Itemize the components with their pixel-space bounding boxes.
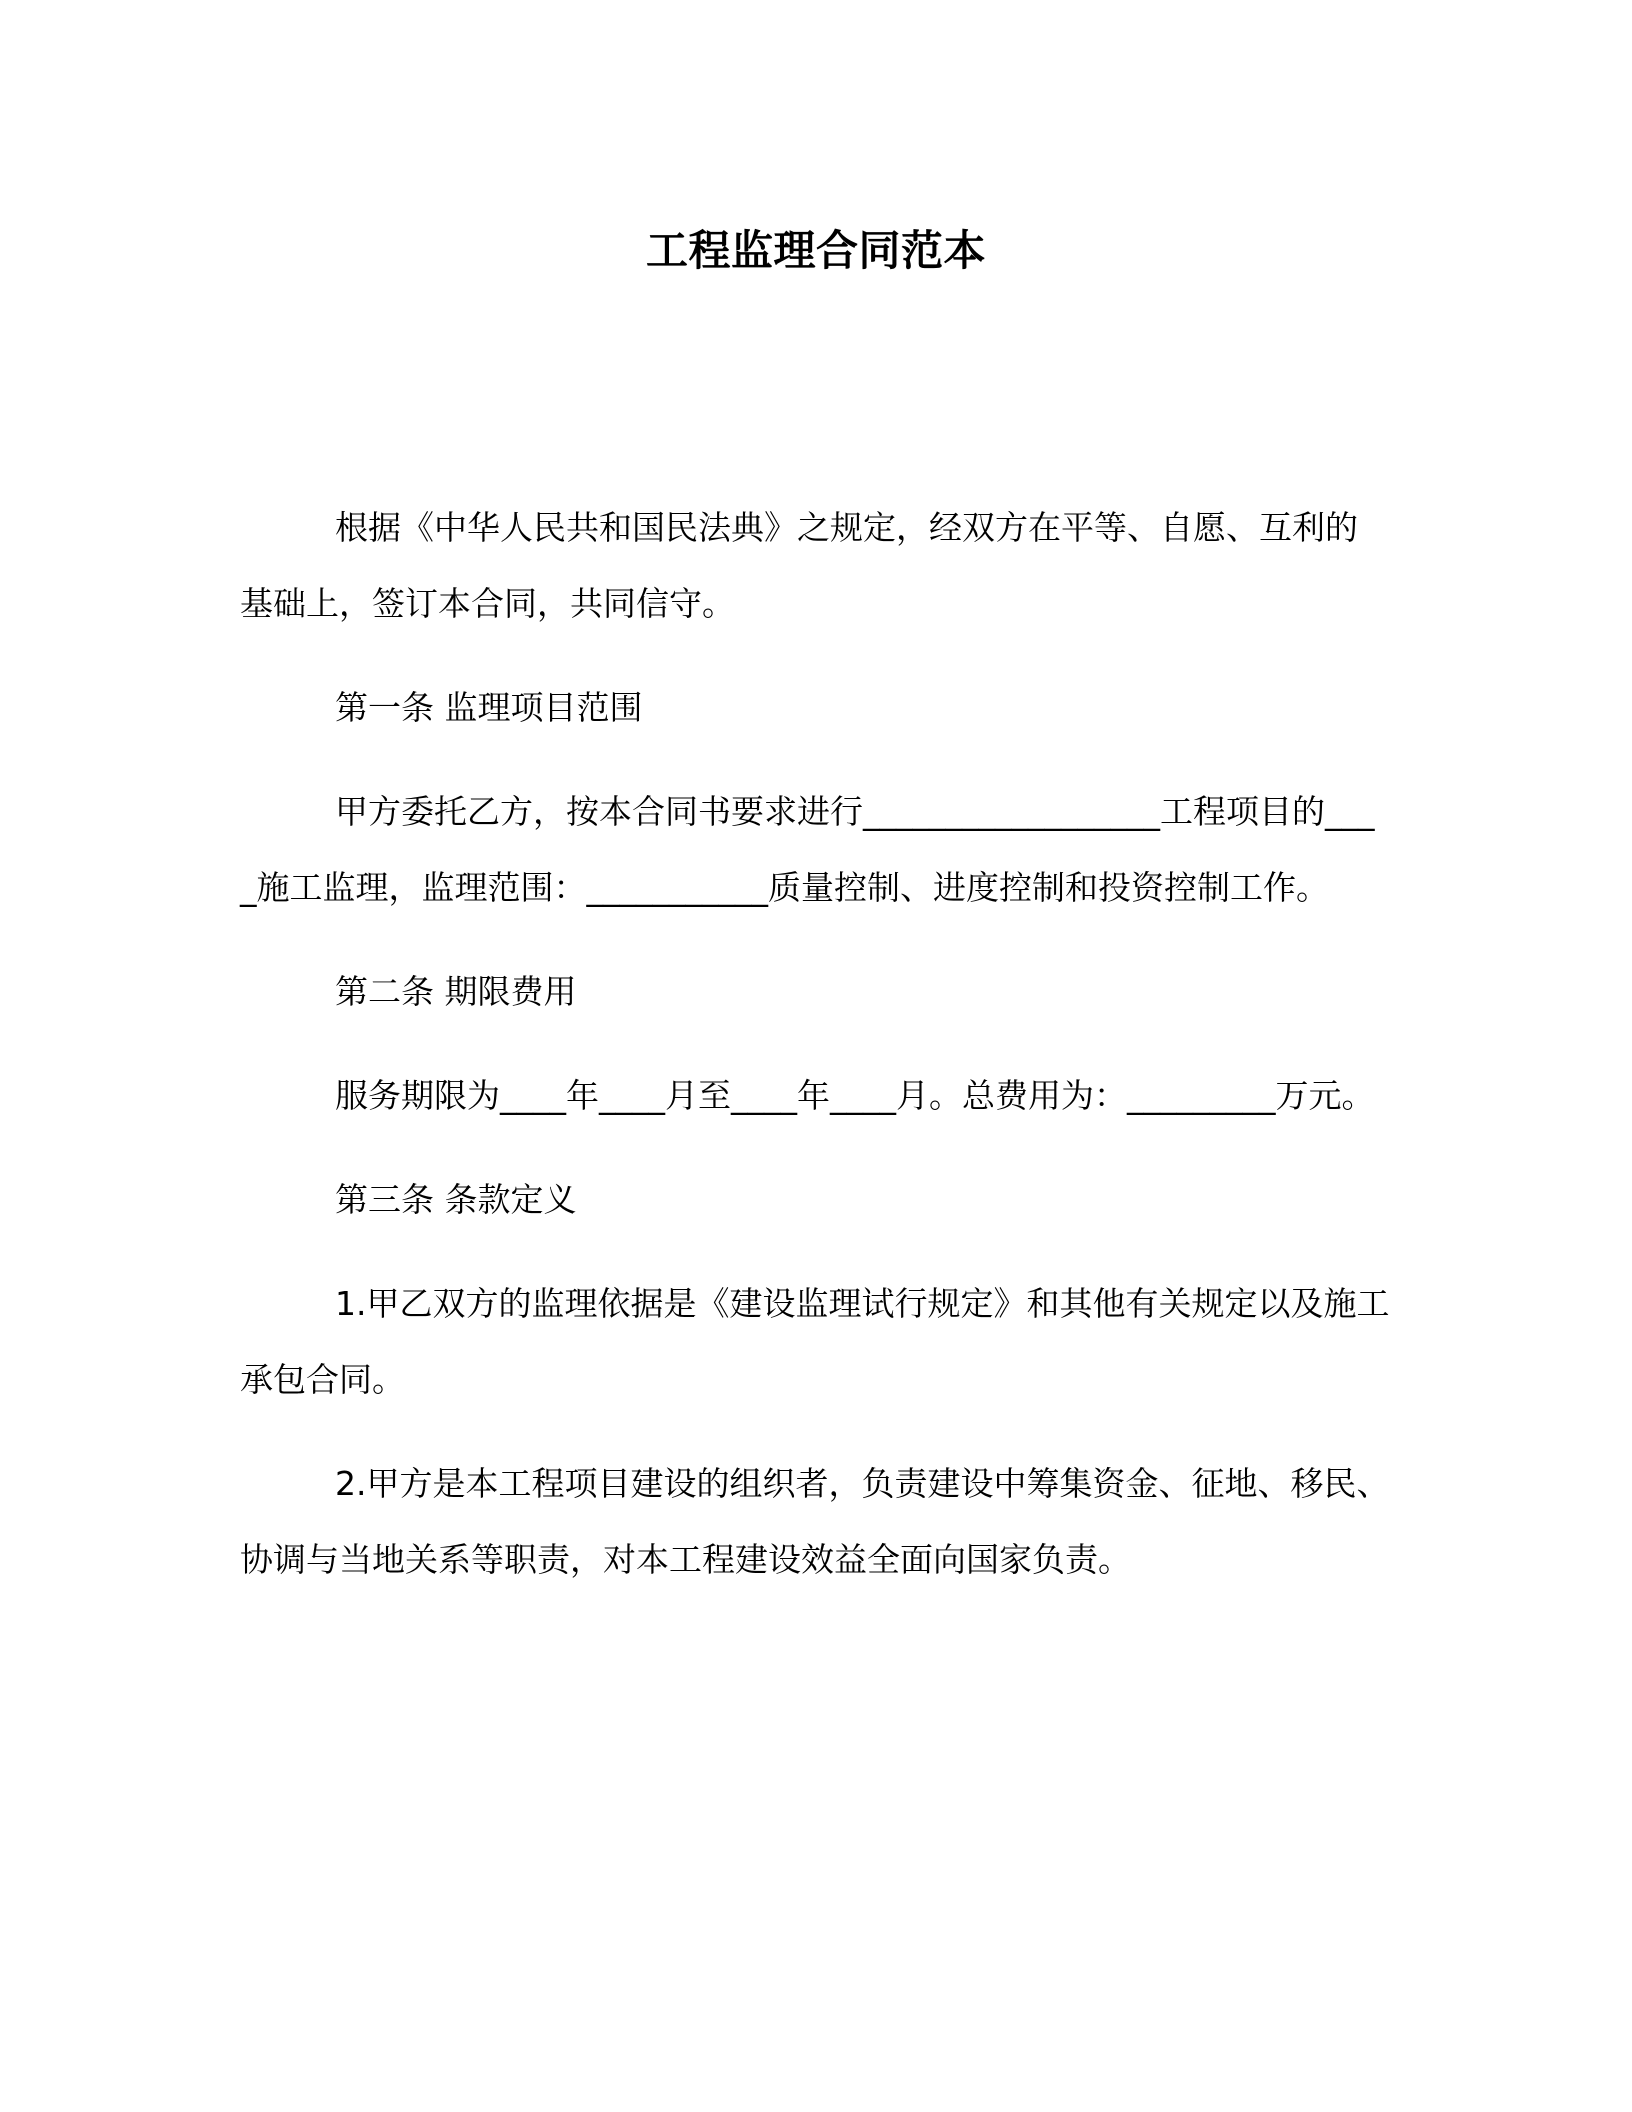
preamble-paragraph: 根据《中华人民共和国民法典》之规定，经双方在平等、自愿、互利的基础上，签订本合同，共同信守。 <box>240 508 1358 623</box>
article-2-heading: 第二条 期限费用 <box>335 972 577 1011</box>
article-3-heading: 第三条 条款定义 <box>335 1180 577 1219</box>
article-1-heading: 第一条 监理项目范围 <box>335 688 643 727</box>
article-3-item-1: 1.甲乙双方的监理依据是《建设监理试行规定》和其他有关规定以及施工承包合同。 <box>240 1284 1390 1399</box>
article-2-paragraph: 服务期限为____年____月至____年____月。总费用为：_________万元。 <box>335 1076 1375 1115</box>
document-title: 工程监理合同范本 <box>645 226 986 275</box>
article-1-paragraph: 甲方委托乙方，按本合同书要求进行__________________工程项目的____施工监理，监理范围：___________质量控制、进度控制和投资控制工作。 <box>240 792 1375 907</box>
article-3-item-2: 2.甲方是本工程项目建设的组织者，负责建设中筹集资金、征地、移民、协调与当地关系等职责，对本工程建设效益全面向国家负责。 <box>240 1464 1390 1579</box>
document-body <box>240 490 1390 1626</box>
